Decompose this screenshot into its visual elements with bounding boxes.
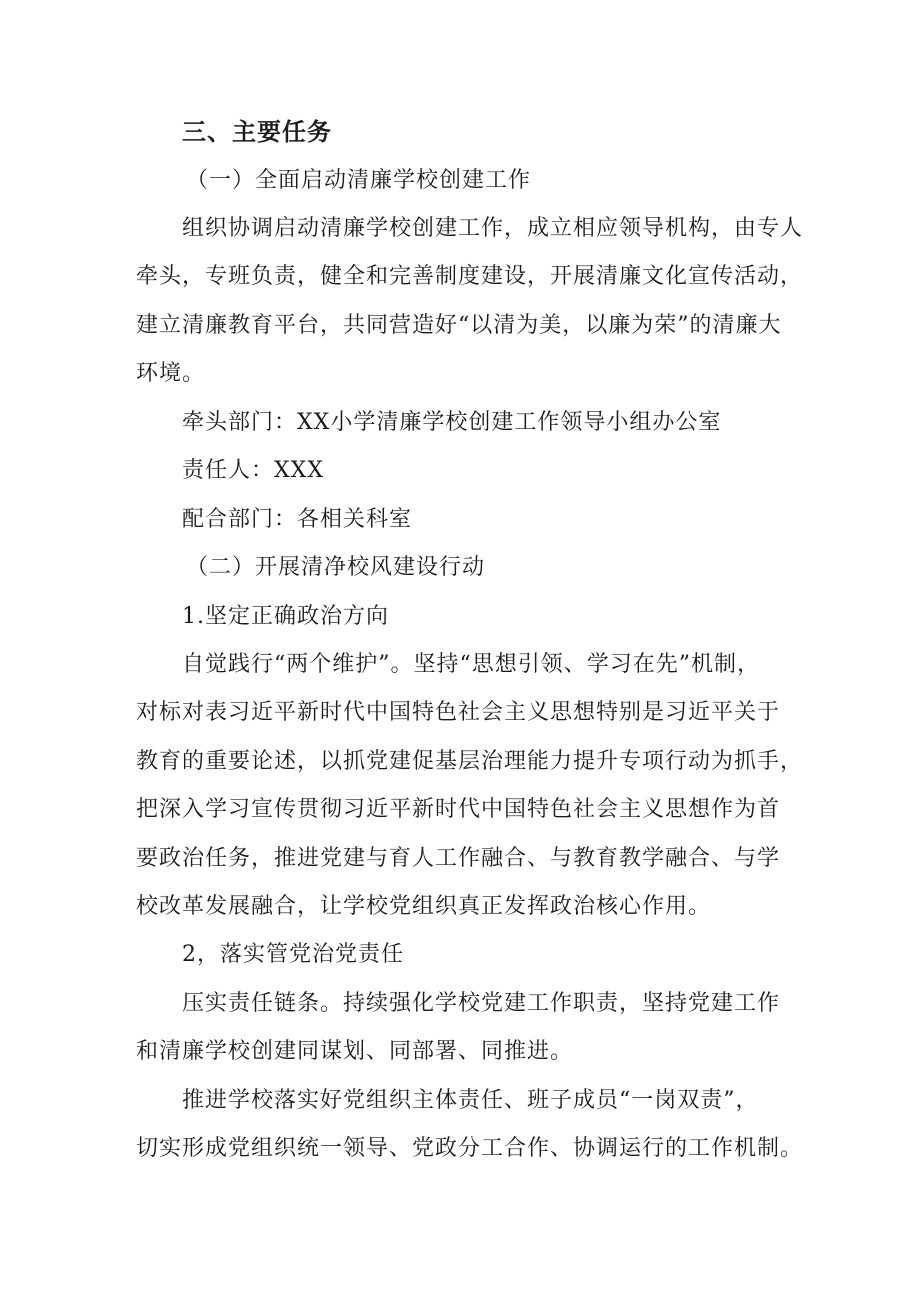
paragraph-line: 校改革发展融合，让学校党组织真正发挥政治核心作用。 — [136, 894, 712, 919]
subsection-title-1: （一）全面启动清廉学校创建工作 — [186, 168, 532, 193]
paragraph-line: 推进学校落实好党组织主体责任、班子成员“一岗双责”， — [182, 1088, 759, 1113]
paragraph-line: 压实责任链条。持续强化学校党建工作职责，坚持党建工作 — [182, 991, 781, 1016]
paragraph-line: 环境。 — [136, 361, 206, 386]
paragraph-line: 把深入学习宣传贯彻习近平新时代中国特色社会主义思想作为首 — [136, 797, 781, 822]
paragraph-line: 切实形成党组织统一领导、党政分工合作、协调运行的工作机制。 — [136, 1136, 804, 1161]
paragraph-line: 组织协调启动清廉学校创建工作，成立相应领导机构，由专人 — [182, 216, 804, 241]
paragraph-line: 要政治任务，推进党建与育人工作融合、与教育教学融合、与学 — [136, 846, 781, 871]
paragraph-line: 和清廉学校创建同谋划、同部署、同推进。 — [136, 1039, 574, 1064]
paragraph-line: 教育的重要论述，以抓党建促基层治理能力提升专项行动为抓手， — [136, 749, 804, 774]
paragraph-line: 建立清廉教育平台，共同营造好“以清为美，以廉为荣”的清廉大 — [136, 313, 782, 338]
paragraph-line: 自觉践行“两个维护”。坚持“思想引领、学习在先”机制， — [182, 652, 760, 677]
section-heading: 三、主要任务 — [182, 118, 332, 146]
paragraph-line: 对标对表习近平新时代中国特色社会主义思想特别是习近平关于 — [136, 700, 781, 725]
cooperating-department: 配合部门：各相关科室 — [182, 507, 413, 532]
subsection-title-2: （二）开展清净校风建设行动 — [186, 555, 486, 580]
paragraph-line: 牵头，专班负责，健全和完善制度建设，开展清廉文化宣传活动， — [136, 264, 804, 289]
item-title-2: 2，落实管党治党责任 — [182, 942, 404, 967]
item-title-1: 1.坚定正确政治方向 — [182, 604, 389, 629]
lead-department: 牵头部门：XX小学清廉学校创建工作领导小组办公室 — [182, 410, 722, 435]
responsible-person: 责任人：XXX — [182, 458, 324, 483]
